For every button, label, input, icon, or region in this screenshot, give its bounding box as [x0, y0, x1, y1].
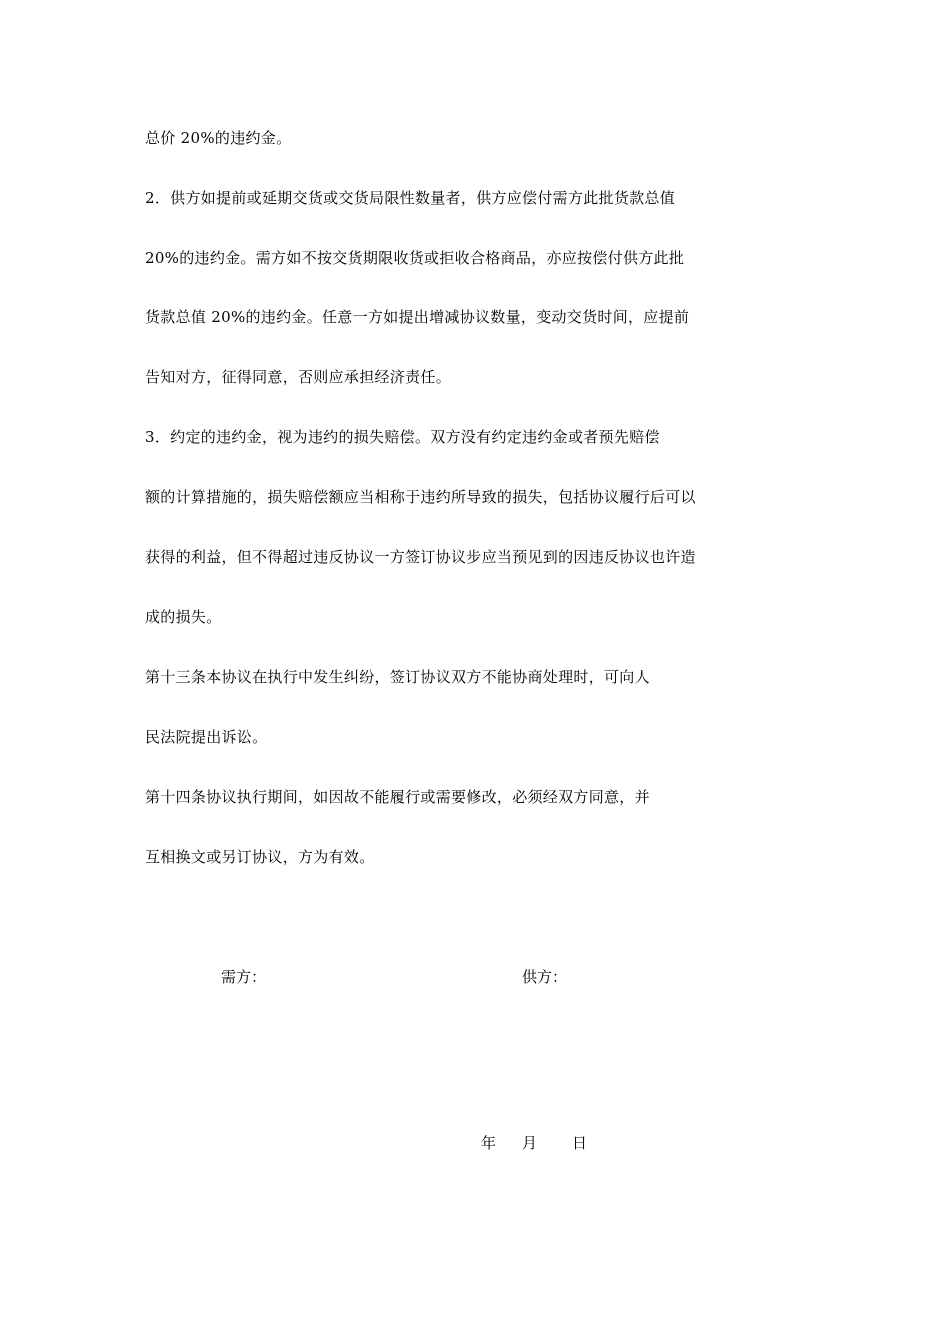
text-line: 货款总值 20%的违约金。任意一方如提出增减协议数量，变动交货时间，应提前 [145, 308, 690, 326]
text-line: 第十四条协议执行期间，如因故不能履行或需要修改，必须经双方同意，并 [145, 788, 650, 806]
text-line: 第十三条本协议在执行中发生纠纷，签订协议双方不能协商处理时，可向人 [145, 668, 650, 686]
text-line: 额的计算措施的，损失赔偿额应当相称于违约所导致的损失，包括协议履行后可以 [145, 488, 696, 506]
text-line: 获得的利益，但不得超过违反协议一方签订协议步应当预见到的因违反协议也许造 [145, 548, 696, 566]
buyer-signature-label: 需方： [221, 968, 267, 986]
text-line: 告知对方，征得同意，否则应承担经济责任。 [145, 368, 452, 386]
text-line: 3．约定的违约金，视为违约的损失赔偿。双方没有约定违约金或者预先赔偿 [145, 428, 660, 446]
text-line: 2．供方如提前或延期交货或交货局限性数量者，供方应偿付需方此批货款总值 [145, 189, 676, 207]
text-line: 成的损失。 [145, 608, 222, 626]
date-month-label: 月 [522, 1134, 538, 1152]
text-line: 20%的违约金。需方如不按交货期限收货或拒收合格商品，亦应按偿付供方此批 [145, 249, 685, 267]
date-day-label: 日 [572, 1134, 588, 1152]
text-line: 总价 20%的违约金。 [145, 129, 292, 147]
date-year-label: 年 [481, 1134, 497, 1152]
text-line: 互相换文或另订协议，方为有效。 [145, 848, 375, 866]
supplier-signature-label: 供方： [522, 968, 568, 986]
text-line: 民法院提出诉讼。 [145, 728, 268, 746]
